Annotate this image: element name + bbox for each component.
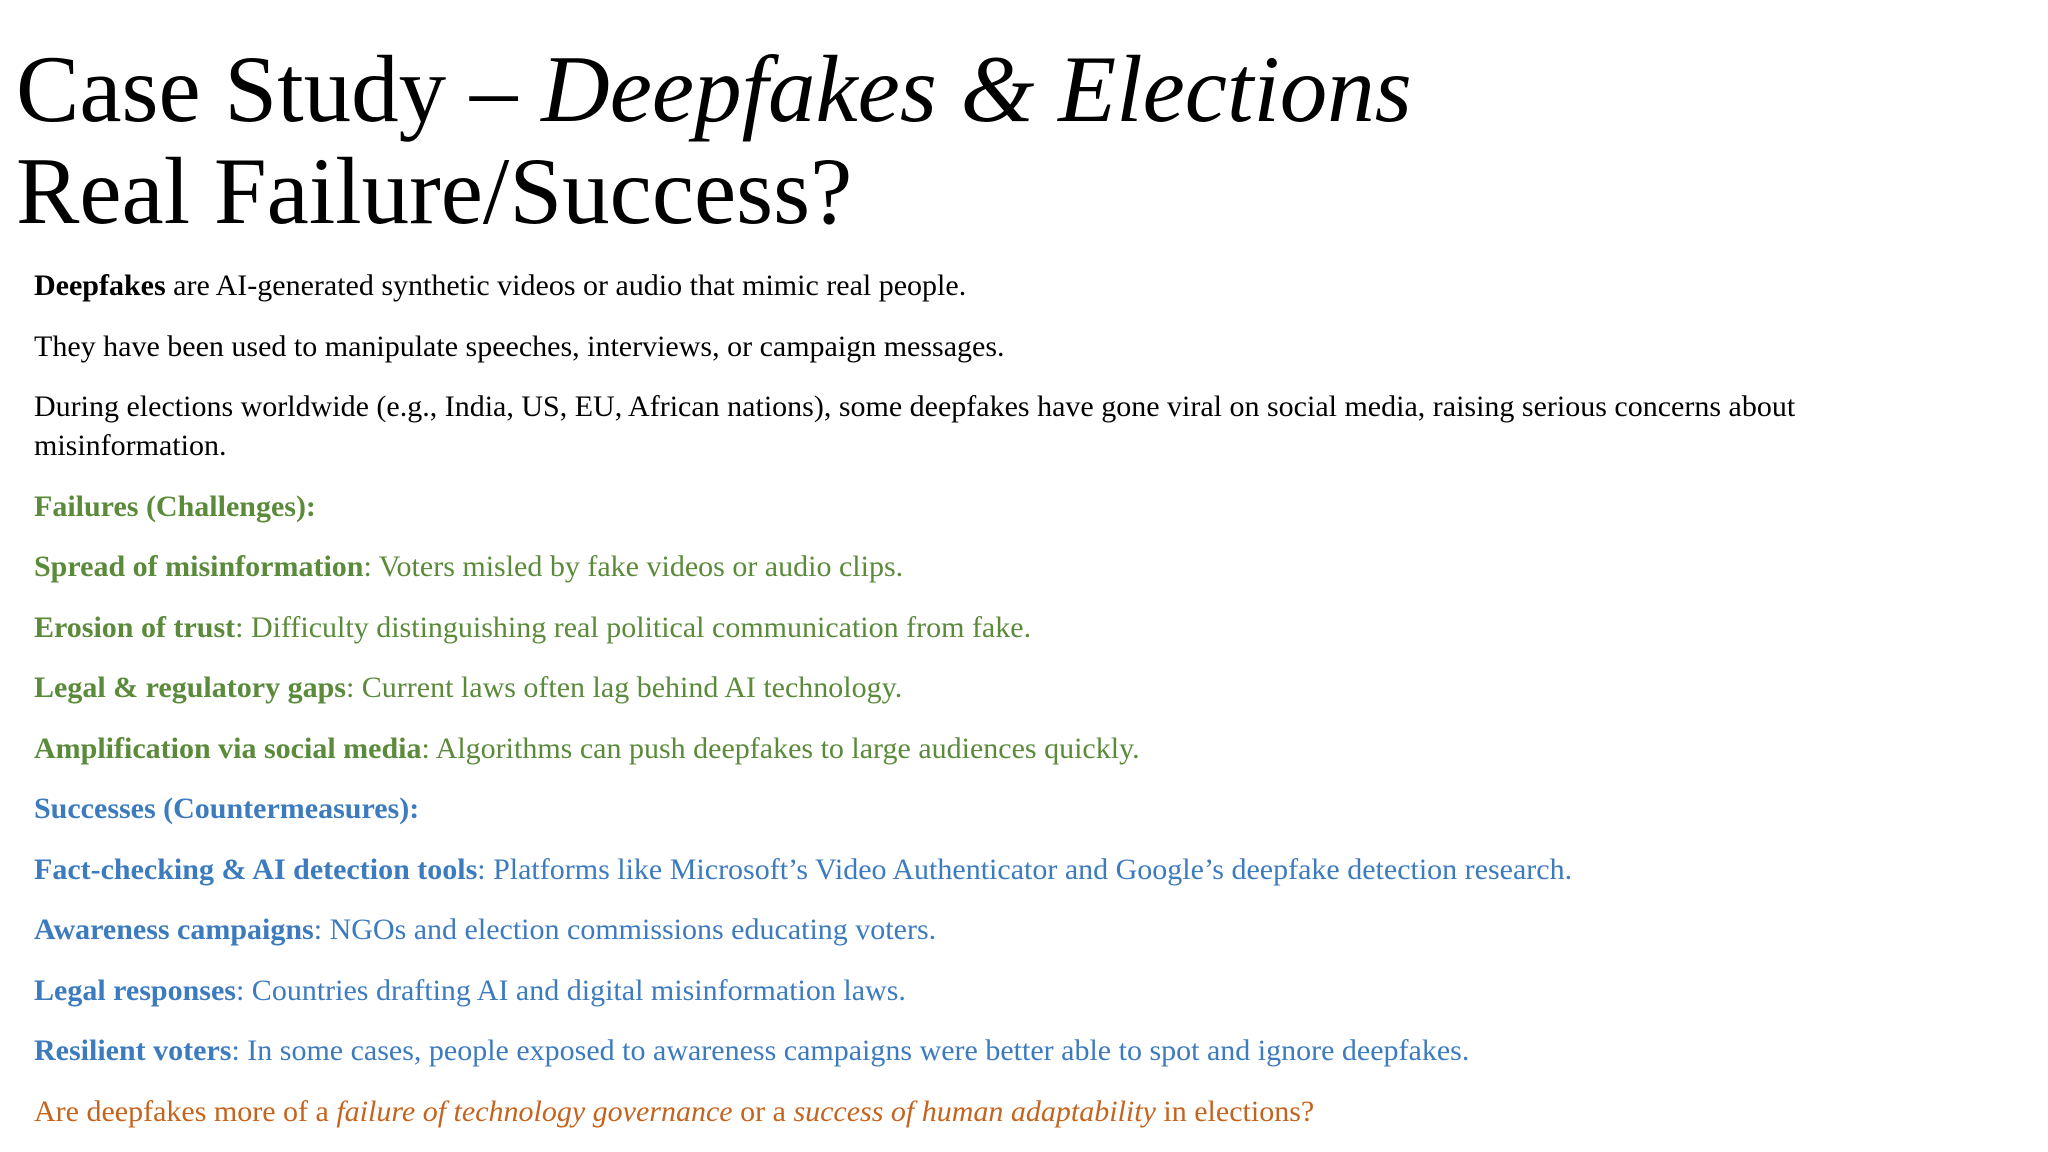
failure-text: : Current laws often lag behind AI technology. [345, 671, 903, 704]
success-text: : NGOs and election commissions educating voters. [313, 913, 937, 946]
intro-term: Deepfakes [34, 269, 166, 302]
intro-paragraph [34, 266, 1994, 305]
slide-title [16, 38, 2016, 242]
intro-text: They have been used to manipulate speeches, interviews, or campaign messages. [34, 329, 1005, 363]
success-text: : In some cases, people exposed to awareness campaigns were better able to spot and ignore deepfakes. [231, 1034, 1470, 1067]
question-option-success: success of human adaptability [793, 1094, 1156, 1128]
success-text: : Platforms like Microsoft’s Video Authenticator and Google’s deepfake detection research. [477, 852, 1573, 886]
success-text: : Countries drafting AI and digital misinformation laws. [235, 973, 906, 1007]
failure-term: Spread of misinformation [34, 550, 364, 583]
failure-text: : Voters misled by fake videos or audio clips. [363, 550, 904, 583]
intro-paragraph [34, 327, 1994, 366]
intro-text: During elections worldwide (e.g., India, US, EU, African nations), some deepfakes have gone viral on social media, raising serious concerns about misinformation. [34, 390, 1796, 462]
failure-item [34, 729, 1994, 768]
closing-question: Are deepfakes more of a failure of technology governance or a success of human adaptability in elections? [34, 1094, 1315, 1128]
title-line2: Real Failure/Success? [16, 138, 853, 244]
success-term: Resilient voters [34, 1034, 232, 1067]
success-term: Legal responses [34, 973, 236, 1007]
title-topic: Deepfakes & Elections [541, 36, 1412, 142]
failure-item [34, 668, 1994, 707]
failure-text: : Difficulty distinguishing real political communication from fake. [235, 610, 1032, 644]
failures-heading: Failures (Challenges): [34, 489, 316, 523]
failure-item [34, 547, 1994, 586]
success-term: Fact-checking & AI detection tools [34, 852, 478, 886]
successes-heading: Successes (Countermeasures): [34, 792, 420, 825]
success-item [34, 850, 1994, 889]
failure-term: Erosion of trust [34, 610, 236, 644]
success-item [34, 1031, 1994, 1070]
question-option-failure: failure of technology governance [336, 1094, 733, 1128]
success-item [34, 971, 1994, 1010]
failure-item [34, 608, 1994, 647]
intro-paragraph [34, 387, 1994, 465]
slide-body [34, 266, 1994, 1152]
title-line1 [16, 36, 1412, 142]
failure-term: Amplification via social media [34, 731, 422, 765]
success-term: Awareness campaigns [34, 913, 314, 946]
success-item [34, 910, 1994, 949]
title-prefix: Case Study – [16, 36, 542, 142]
intro-text: are AI-generated synthetic videos or audio that mimic real people. [165, 269, 967, 302]
failure-term: Legal & regulatory gaps [34, 671, 346, 704]
failure-text: : Algorithms can push deepfakes to large audiences quickly. [421, 731, 1140, 765]
